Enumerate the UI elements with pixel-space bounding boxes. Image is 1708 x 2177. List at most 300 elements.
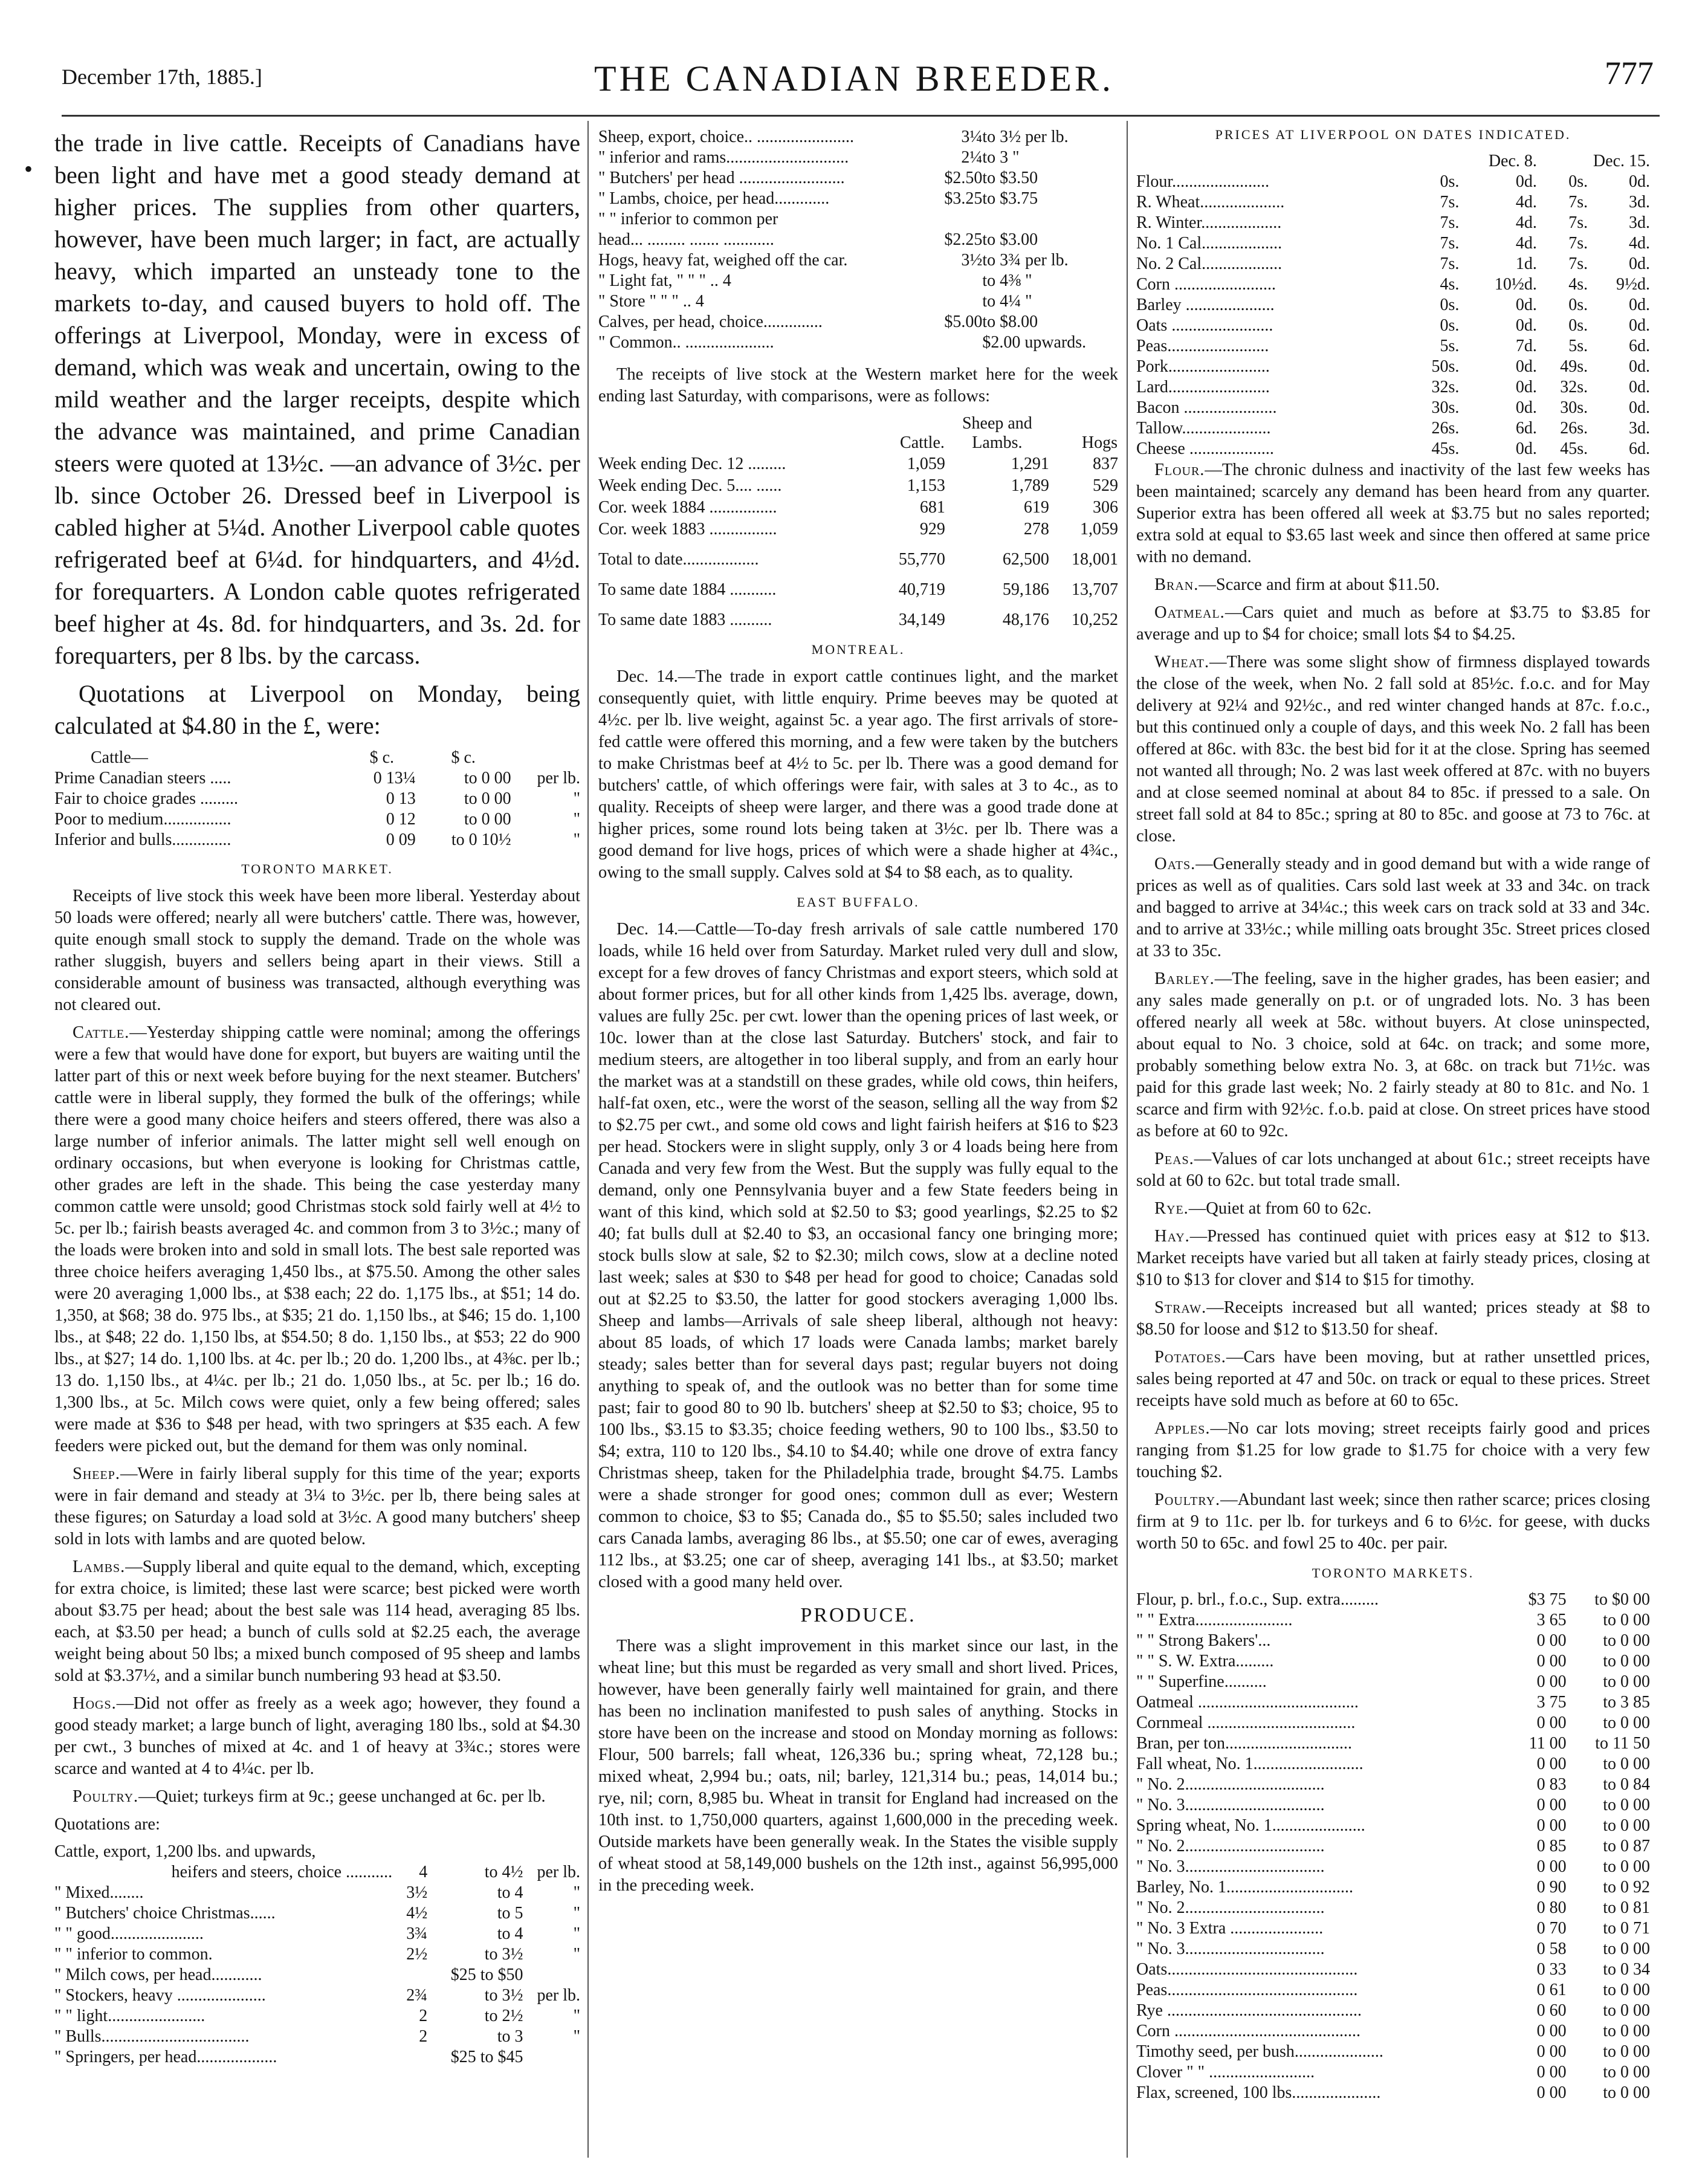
- cell-value: to $8.00: [982, 312, 1038, 331]
- table-row: [1136, 192, 1650, 213]
- cell-value: [933, 271, 982, 291]
- cell-value: 7s.: [1568, 213, 1588, 232]
- cell-value: to 0 34: [1603, 1960, 1650, 1979]
- cell-value: $25 to $50: [450, 1965, 523, 1984]
- bran-paragraph: [1136, 574, 1650, 596]
- row-label: " " Superfine..........: [1136, 1672, 1267, 1691]
- column-3: [1136, 127, 1650, 2158]
- paragraph-label: Lambs.: [73, 1558, 126, 1576]
- cell-value: 0d.: [1515, 378, 1537, 396]
- table-row: [1136, 1795, 1650, 1816]
- paragraph-text: —Values of car lots unchanged at about 61c.; street receipts have sold at 60 to 62c. but total trade small.: [1136, 1150, 1650, 1190]
- cell-value: 4d.: [1515, 213, 1537, 232]
- cell-value: 7s.: [1440, 254, 1460, 273]
- cell-value: [523, 1965, 581, 1985]
- cell-value: 4s.: [1568, 275, 1588, 294]
- cell-value: 2¾: [406, 1986, 428, 2005]
- table-row: [1136, 254, 1650, 274]
- cell-value: 45s.: [1560, 439, 1588, 458]
- row-label: " inferior and rams.............................: [598, 148, 849, 167]
- row-label: Pork........................: [1136, 357, 1270, 376]
- cell-value: $2.00 upwards.: [982, 333, 1087, 352]
- cell-value: to 0 92: [1603, 1878, 1650, 1897]
- rye-paragraph: [1136, 1198, 1650, 1220]
- paragraph-label: Bran.: [1154, 575, 1199, 594]
- cell-value: $3 75: [1528, 1590, 1567, 1609]
- section-title-east-buffalo: EAST BUFFALO.: [797, 894, 920, 910]
- cell-value: to 0 00: [1603, 2063, 1650, 2082]
- row-label: heifers and steers, choice ...........: [171, 1863, 393, 1881]
- cell-value: to 3¾ per lb.: [982, 251, 1069, 270]
- cell-value: 0 12: [386, 810, 416, 829]
- table-row: [1136, 1672, 1650, 1692]
- table-row: [54, 2047, 580, 2068]
- cell-value: to 3 85: [1603, 1693, 1650, 1712]
- cell-value: $2.50: [944, 169, 983, 187]
- cell-value: 3 75: [1536, 1693, 1567, 1712]
- row-label: Calves, per head, choice..............: [598, 312, 823, 331]
- cell-value: ": [573, 2027, 580, 2046]
- table-row: [54, 1842, 580, 1862]
- row-label: " " Strong Bakers'...: [1136, 1631, 1271, 1650]
- table-row: [1136, 439, 1650, 459]
- paragraph-label: Hogs.: [73, 1694, 117, 1713]
- paragraph-label: Barley.: [1154, 969, 1215, 988]
- cell-value: to 0 00: [1603, 1816, 1650, 1835]
- cell-value: 59,186: [1002, 580, 1049, 599]
- table-row: [1136, 2062, 1650, 2083]
- table-row: [1136, 2042, 1650, 2062]
- row-label: Cor. week 1883 ................: [598, 520, 777, 539]
- cell-value: 0 00: [1536, 2083, 1567, 2102]
- row-label: Flour, p. brl., f.o.c., Sup. extra.........: [1136, 1590, 1379, 1609]
- cell-value: 6d.: [1515, 419, 1537, 438]
- hogs-paragraph: [54, 1693, 580, 1780]
- cell-value: 0s.: [1568, 296, 1588, 314]
- cell-value: to 3½: [484, 1986, 523, 2005]
- cell-value: to 0 00: [1603, 2042, 1650, 2061]
- cell-value: 0 00: [1536, 1652, 1567, 1671]
- sheep-hogs-quotations-table: [598, 127, 1118, 353]
- row-label: " Light fat, " " " .. 4: [598, 271, 731, 290]
- cell-value: ": [573, 830, 580, 849]
- table-row: [1136, 315, 1650, 336]
- row-label: " " light.......................: [54, 2007, 205, 2025]
- row-label: " No. 3.................................: [1136, 1857, 1325, 1876]
- row-label: " " good......................: [54, 1924, 204, 1943]
- table-row: [1136, 398, 1650, 418]
- liverpool-prices-table: [1136, 151, 1650, 459]
- row-label: " " inferior to common.: [54, 1945, 213, 1964]
- cell-value: [982, 209, 1118, 230]
- section-title-produce: PRODUCE.: [800, 1604, 916, 1626]
- cell-value: to 0 71: [1603, 1919, 1650, 1938]
- table-row: [1136, 357, 1650, 377]
- page-header: [24, 24, 1684, 99]
- row-label: Barley .....................: [1136, 296, 1275, 314]
- cell-value: 0d.: [1629, 254, 1650, 273]
- cell-value: 0 70: [1536, 1919, 1567, 1938]
- table-row: [1136, 1939, 1650, 1959]
- cell-value: 0s.: [1440, 172, 1460, 191]
- row-label: Prime Canadian steers .....: [54, 769, 231, 788]
- cell-value: 4d.: [1515, 193, 1537, 212]
- cell-value: 0 00: [1536, 2042, 1567, 2061]
- lambs-paragraph: [54, 1556, 580, 1687]
- toronto-quotations-table: [54, 1842, 580, 2068]
- cell-value: to 0 00: [1603, 2022, 1650, 2040]
- apples-paragraph: [1136, 1418, 1650, 1483]
- barley-paragraph: [1136, 968, 1650, 1142]
- cell-value: 9½d.: [1616, 275, 1650, 294]
- cell-value: 10½d.: [1494, 275, 1537, 294]
- cell-value: [400, 1965, 427, 1985]
- sheep-paragraph: [54, 1463, 580, 1550]
- cell-value: to 4¼ ": [982, 292, 1032, 311]
- row-label: Rye ..............................................: [1136, 2001, 1362, 2020]
- cell-value: to 4: [497, 1924, 523, 1943]
- cell-value: 929: [919, 520, 945, 539]
- cell-value: 4d.: [1515, 234, 1537, 253]
- cell-value: 6d.: [1629, 439, 1650, 458]
- table-row: [598, 312, 1118, 332]
- cell-value: 6d.: [1629, 337, 1650, 355]
- cell-value: to 0 00: [1603, 1755, 1650, 1773]
- row-label: Hogs, heavy fat, weighed off the car.: [598, 251, 848, 270]
- row-label: " Stockers, heavy .....................: [54, 1986, 266, 2005]
- margin-mark: •: [24, 155, 33, 183]
- table-row: [54, 1862, 580, 1883]
- row-label: To same date 1884 ...........: [598, 580, 777, 599]
- paragraph-label: Oatmeal.: [1154, 603, 1225, 622]
- paragraph-text: —Quiet; turkeys firm at 9c.; geese unchanged at 6c. per lb.: [138, 1787, 546, 1806]
- poultry-paragraph: [1136, 1489, 1650, 1554]
- table-row: [1136, 1754, 1650, 1774]
- cell-value: 0d.: [1629, 357, 1650, 376]
- table-row: [598, 271, 1118, 291]
- cell-value: 30s.: [1431, 398, 1460, 417]
- row-label: " Bulls...................................: [54, 2027, 250, 2046]
- cell-value: 0 00: [1536, 1857, 1567, 1876]
- table-row: [1136, 418, 1650, 439]
- row-label: " Butchers' per head .........................: [598, 169, 845, 187]
- section-title-montreal: MONTREAL.: [811, 642, 905, 657]
- col-header: [598, 413, 876, 453]
- cell-value: 3 65: [1536, 1611, 1567, 1629]
- hay-paragraph: [1136, 1226, 1650, 1291]
- cell-value: 40,719: [898, 580, 945, 599]
- paragraph-label: Cattle.: [73, 1023, 130, 1042]
- cell-value: 0 00: [1536, 1631, 1567, 1650]
- row-label: " Common.. .....................: [598, 333, 774, 352]
- paragraph-text: —Abundant last week; since then rather scarce; prices closing firm at 9 to 11c. per lb. for turkeys and 6 to 6½c. for geese, with ducks worth 50 to 65c. and fowl 25 to 40c. per pair.: [1136, 1490, 1650, 1553]
- table-row: [1136, 1898, 1650, 1918]
- cell-value: 1,059: [1080, 520, 1118, 539]
- issue-date: December 17th, 1885.]: [62, 65, 262, 89]
- table-row: [598, 230, 1118, 250]
- row-label: " Store " " " .. 4: [598, 292, 704, 311]
- row-label: Sheep, export, choice.. .......................: [598, 128, 855, 146]
- table-header-row: [1136, 151, 1650, 172]
- table-row: [1136, 295, 1650, 315]
- cell-value: 0d.: [1515, 172, 1537, 191]
- cell-value: 26s.: [1560, 419, 1588, 438]
- cell-value: 5s.: [1440, 337, 1460, 355]
- table-row: [1136, 1959, 1650, 1980]
- table-row: [54, 2006, 580, 2027]
- cell-value: 0d.: [1629, 316, 1650, 335]
- table-row: [598, 127, 1118, 147]
- row-label: Spring wheat, No. 1......................: [1136, 1816, 1365, 1835]
- cell-value: 0 61: [1536, 1981, 1567, 1999]
- paragraph-label: Peas.: [1154, 1150, 1194, 1168]
- row-label: " Lambs, choice, per head.............: [598, 189, 830, 208]
- cell-value: to 0 87: [1603, 1837, 1650, 1855]
- table-row: [598, 571, 1118, 601]
- row-label: " " Extra.......................: [1136, 1611, 1293, 1629]
- paragraph-label: Wheat.: [1154, 653, 1210, 671]
- row-label: Peas........................: [1136, 337, 1269, 355]
- cell-value: to 0 00: [1603, 1611, 1650, 1629]
- cell-value: 2¼: [961, 148, 983, 167]
- cell-value: per lb.: [537, 1986, 580, 2005]
- cell-value: 7s.: [1440, 234, 1460, 253]
- row-label: Peas.............................................: [1136, 1981, 1358, 1999]
- section-title-toronto-markets: TORONTO MARKETS.: [1312, 1565, 1475, 1580]
- cell-value: 0 00: [1536, 2022, 1567, 2040]
- cattle-paragraph: [54, 1022, 580, 1457]
- col-header: Sheep and Lambs.: [962, 414, 1032, 452]
- cell-value: 7s.: [1568, 234, 1588, 253]
- cell-value: 7s.: [1440, 213, 1460, 232]
- cell-value: to 0 00: [1603, 1672, 1650, 1691]
- paragraph-text: —No car lots moving; street receipts fairly good and prices ranging from $1.25 for low grade to $1.75 for choice with a very few touching $2.: [1136, 1419, 1650, 1481]
- cell-value: to 0 00: [464, 769, 511, 788]
- row-label: Corn ........................: [1136, 275, 1276, 294]
- cell-value: 0s.: [1440, 296, 1460, 314]
- cell-value: to $3.75: [982, 189, 1038, 208]
- column-rule: [1127, 121, 1128, 2158]
- cell-value: 3½: [961, 251, 983, 270]
- table-row: [1136, 274, 1650, 295]
- table-row: [598, 497, 1118, 519]
- table-row: [598, 332, 1118, 353]
- cell-value: 0 85: [1536, 1837, 1567, 1855]
- cell-value: 3d.: [1629, 193, 1650, 212]
- cell-value: [523, 2047, 581, 2068]
- cell-value: 0d.: [1515, 296, 1537, 314]
- cell-value: per lb.: [537, 769, 580, 788]
- cell-value: 0 33: [1536, 1960, 1567, 1979]
- receipts-intro: The receipts of live stock at the Western market here for the week ending last Saturday, with comparisons, were as follows:: [598, 365, 1118, 406]
- masthead-title: THE CANADIAN BREEDER.: [594, 59, 1114, 99]
- cell-value: to 4: [497, 1883, 523, 1902]
- cell-value: to 0 00: [1603, 1652, 1650, 1671]
- table-row: [54, 809, 580, 830]
- cell-value: 0 60: [1536, 2001, 1567, 2020]
- row-label: Bran, per ton..............................: [1136, 1734, 1352, 1753]
- cell-value: 837: [1093, 454, 1118, 473]
- cell-value: 529: [1093, 476, 1118, 495]
- cell-value: ": [573, 1904, 580, 1923]
- table-row: [598, 519, 1118, 540]
- table-row: [1136, 233, 1650, 254]
- col-header: Dec. 15.: [1593, 152, 1650, 170]
- straw-paragraph: [1136, 1297, 1650, 1341]
- paragraph-text: —There was some slight show of firmness displayed towards the close of the week, when No. 2 fall sold at 85½c. f.o.c. and for May delivery at 92¼ and 92½c., and red winter changed hands at 87c. f.o.c., but this continued only a couple of days, and this week No. 2 fall has been offered at 86c. with 83c. the best bid for it at the close. Spring has seemed not wanted all through; No. 2 was last week offered at 87c. with no buyers and at close seemed nominal at about 84 to 85c. if pressed to a sale. On street fall sold at 84 to 85c.; spring at 80 to 85c. and goose at 73 to 76c. at close.: [1136, 653, 1650, 846]
- cell-value: 7s.: [1440, 193, 1460, 212]
- cell-value: to 0 00: [1603, 1631, 1650, 1650]
- cell-value: 0d.: [1629, 378, 1650, 396]
- cell-value: to 0 00: [1603, 2001, 1650, 2020]
- table-row: [1136, 1733, 1650, 1754]
- paragraph-text: —The chronic dulness and inactivity of the last few weeks has been maintained; scarcely any demand has been heard from any quarter. Superior extra has been offered all week at $3.75 but no sales reported; extra sold at equal to $3.65 last week and since then offered at same price with no demand.: [1136, 461, 1650, 566]
- cell-value: to 3½: [484, 1945, 523, 1964]
- toronto-receipts-paragraph: Receipts of live stock this week have been more liberal. Yesterday about 50 loads were offered; nearly all were butchers' cattle. There was, however, quite enough small stock to supply the demand. Trade on the whole was rather sluggish, buyers and sellers being apart in their views. Still a considerable amount of business was transacted, although everything was not cleared out.: [54, 887, 580, 1014]
- table-row: [598, 147, 1118, 168]
- cell-value: ": [573, 1945, 580, 1964]
- row-label: No. 2 Cal...................: [1136, 254, 1283, 273]
- cell-value: 55,770: [898, 550, 945, 569]
- paragraph-text: —The feeling, save in the higher grades, has been easier; and any sales made generally on p.t. or of ungraded lots. No. 3 has been offered nearly all week at 58c. without buyers. At close uninspected, about equal to No. 3 choice, sold at 64c. on track; and some more, probably something below extra No. 3, at 68c. on track but 71½c. was paid for this grade last week; No. 2 fairly steady at 80 to 81c. and No. 1 scarce and firm with 92½c. f.o.b. paid at close. On street prices have stood as before at 60 to 92c.: [1136, 969, 1650, 1140]
- produce-paragraph: There was a slight improvement in this market since our last, in the wheat line; but this must be regarded as very small and short lived. Prices, however, have been generally fairly well maintained for grain, and there has been no inclination manifested to push sales of anything. Stocks in store have been on the increase and stood on Monday morning as follows: Flour, 500 barrels; fall wheat, 126,336 bu.; spring wheat, 72,128 bu.; mixed wheat, 2,994 bu.; oats, nil; barley, 121,314 bu.; peas, 14,014 bu.; rye, nil; corn, 8,985 bu. Wheat in transit for England had increased on the 10th inst. to 1,750,000 quarters, against 1,600,000 in the preceding week. Outside markets have been generally weak. In the States the visible supply of wheat stood at 58,149,000 bushels on the 12th inst., against 56,995,000 in the preceding week.: [598, 1637, 1118, 1895]
- cell-value: 0 00: [1536, 1796, 1567, 1814]
- row-label: Inferior and bulls..............: [54, 830, 231, 849]
- table-row: [1136, 377, 1650, 398]
- cell-value: [933, 291, 982, 312]
- paragraph-text: —Quiet at from 60 to 62c.: [1188, 1199, 1372, 1218]
- paragraph-label: Potatoes.: [1154, 1348, 1226, 1367]
- row-label: Flax, screened, 100 lbs.....................: [1136, 2083, 1381, 2102]
- cell-value: 30s.: [1560, 398, 1588, 417]
- table-row: [598, 168, 1118, 189]
- cell-value: to $3.00: [982, 230, 1038, 249]
- column-2: [598, 127, 1118, 2158]
- cell-value: ": [573, 2007, 580, 2025]
- table-row: [1136, 1816, 1650, 1836]
- section-title-liverpool-prices: PRICES AT LIVERPOOL ON DATES INDICATED.: [1215, 127, 1571, 142]
- cell-value: 306: [1093, 498, 1118, 517]
- cell-value: 4: [419, 1863, 428, 1881]
- col-header: $ c.: [369, 748, 395, 767]
- cell-value: to 5: [497, 1904, 523, 1923]
- cell-value: [933, 209, 982, 230]
- table-row: [598, 453, 1118, 475]
- cell-value: 32s.: [1560, 378, 1588, 396]
- cell-value: [933, 332, 982, 353]
- cell-value: 619: [1023, 498, 1049, 517]
- cell-value: 0 90: [1536, 1878, 1567, 1897]
- cell-value: 0 00: [1536, 1755, 1567, 1773]
- oats-paragraph: [1136, 853, 1650, 962]
- cell-value: [427, 1842, 523, 1862]
- cell-value: 48,176: [1002, 610, 1049, 629]
- column-1: [54, 127, 580, 2158]
- cell-value: to 0 00: [464, 789, 511, 808]
- cell-value: 0 80: [1536, 1898, 1567, 1917]
- table-row: [54, 768, 580, 789]
- cell-value: 0d.: [1515, 398, 1537, 417]
- table-row: [1136, 1651, 1650, 1672]
- paragraph-label: Hay.: [1154, 1227, 1190, 1246]
- row-label: " No. 2.................................: [1136, 1837, 1325, 1855]
- col-header: Cattle.: [900, 433, 945, 452]
- paragraph-text: —Were in fairly liberal supply for this time of the year; exports were in fair demand and steady at 3¼ to 3½c. per lb, there being sales at these figures; on Saturday a load sold at 3½c. A good many butchers' sheep sold in lots with lambs and are quoted below.: [54, 1464, 580, 1548]
- table-row: [1136, 336, 1650, 357]
- row-label: Clover " " .........................: [1136, 2063, 1315, 2082]
- table-row: [598, 601, 1118, 631]
- cell-value: to 0 10½: [451, 830, 511, 849]
- flour-paragraph: [1136, 459, 1650, 568]
- cell-value: 0s.: [1440, 316, 1460, 335]
- cell-value: 278: [1023, 520, 1049, 539]
- cell-value: to 0 84: [1603, 1775, 1650, 1794]
- table-row: [598, 540, 1118, 571]
- cell-value: 11 00: [1528, 1734, 1567, 1753]
- cell-value: 1,291: [1011, 454, 1049, 473]
- liverpool-cattle-table: [54, 748, 580, 850]
- table-header-row: [598, 413, 1118, 453]
- cell-value: to 0 00: [1603, 1713, 1650, 1732]
- cell-value: 50s.: [1431, 357, 1460, 376]
- cell-value: 0d.: [1629, 296, 1650, 314]
- table-row: [1136, 2083, 1650, 2103]
- col-header: $ c.: [451, 748, 476, 767]
- cell-value: 2: [419, 2007, 428, 2025]
- cell-value: $25 to $45: [450, 2048, 523, 2066]
- table-row: [1136, 1774, 1650, 1795]
- table-row: [598, 291, 1118, 312]
- cell-value: 3¼: [961, 128, 983, 146]
- liverpool-intro: Quotations at Liverpool on Monday, being calculated at $4.80 in the £, were:: [54, 680, 580, 739]
- row-label: Barley, No. 1..............................: [1136, 1878, 1354, 1897]
- table-row: [598, 475, 1118, 497]
- cell-value: 3½: [406, 1883, 428, 1902]
- paragraph-text: —Did not offer as freely as a week ago; however, they found a good steady market; a large bunch of light, averaging 180 lbs., sold at $4.30 per cwt., 3 bunches of mixed at 4c. and 1 of heavy at 3¾c.; stores were scarce and wanted at 4 to 4¼c. per lb.: [54, 1694, 580, 1778]
- table-row: [1136, 1877, 1650, 1898]
- paragraph-text: —Supply liberal and quite equal to the demand, which, excepting for extra choice, is limited; these last were scarce; best picked were worth about $3.75 per head; about the best sale was 114 head, averaging 85 lbs. each, at $3.50 per head; a bunch of culls sold at $2.25 each, the average weight being about 50 lbs; a mixed bunch composed of 95 sheep and lambs sold at $3.37½, and a similar bunch numbering 93 head at $3.50.: [54, 1558, 580, 1685]
- cell-value: 2½: [406, 1945, 428, 1964]
- cell-value: 1,789: [1011, 476, 1049, 495]
- table-row: [54, 830, 580, 850]
- table-row: [598, 250, 1118, 271]
- cell-value: 681: [919, 498, 945, 517]
- table-row: [598, 209, 1118, 230]
- cell-value: $2.25: [944, 230, 983, 249]
- cell-value: 7d.: [1515, 337, 1537, 355]
- cell-value: per lb.: [537, 1863, 580, 1881]
- cell-value: ": [573, 789, 580, 808]
- row-label: Corn ............................................: [1136, 2022, 1360, 2040]
- montreal-paragraph: Dec. 14.—The trade in export cattle continues light, and the market consequently quiet, with little enquiry. Prime beeves may be quoted at 4½c. per lb. live weight, against 5c. a year ago. The first arrivals of store-fed cattle were offered this morning, and a few were taken by the butchers to make Christmas beef at 4½ to 5c. per lb. There was a good demand for butchers' cattle, of which offerings were fair, with sales at 3 to 4c., as to quality. Receipts of sheep were larger, and there was a good trade done at higher prices, some round lots being taken at 3½c. per lb. There was a good demand for live hogs, prices of which were a shade higher at 4¾c., owing to the small supply. Calves sold at $4 to $8 each, as to quality.: [598, 667, 1118, 882]
- cell-value: 0d.: [1515, 357, 1537, 376]
- row-label: R. Wheat....................: [1136, 193, 1285, 212]
- row-label: Timothy seed, per bush.....................: [1136, 2042, 1383, 2061]
- paragraph-label: Straw.: [1154, 1298, 1207, 1317]
- row-label: " Milch cows, per head............: [54, 1965, 262, 1984]
- cell-value: 1d.: [1515, 254, 1537, 273]
- cell-value: to 0 00: [1603, 2083, 1650, 2102]
- table-row: [1136, 1692, 1650, 1713]
- paragraph-label: Poultry.: [1154, 1490, 1221, 1509]
- table-row: [1136, 1610, 1650, 1631]
- peas-paragraph: [1136, 1148, 1650, 1192]
- row-label: Tallow.....................: [1136, 419, 1271, 438]
- table-row: [54, 1924, 580, 1944]
- cell-value: 0d.: [1515, 316, 1537, 335]
- table-row: [1136, 1836, 1650, 1857]
- row-label: R. Winter...................: [1136, 213, 1282, 232]
